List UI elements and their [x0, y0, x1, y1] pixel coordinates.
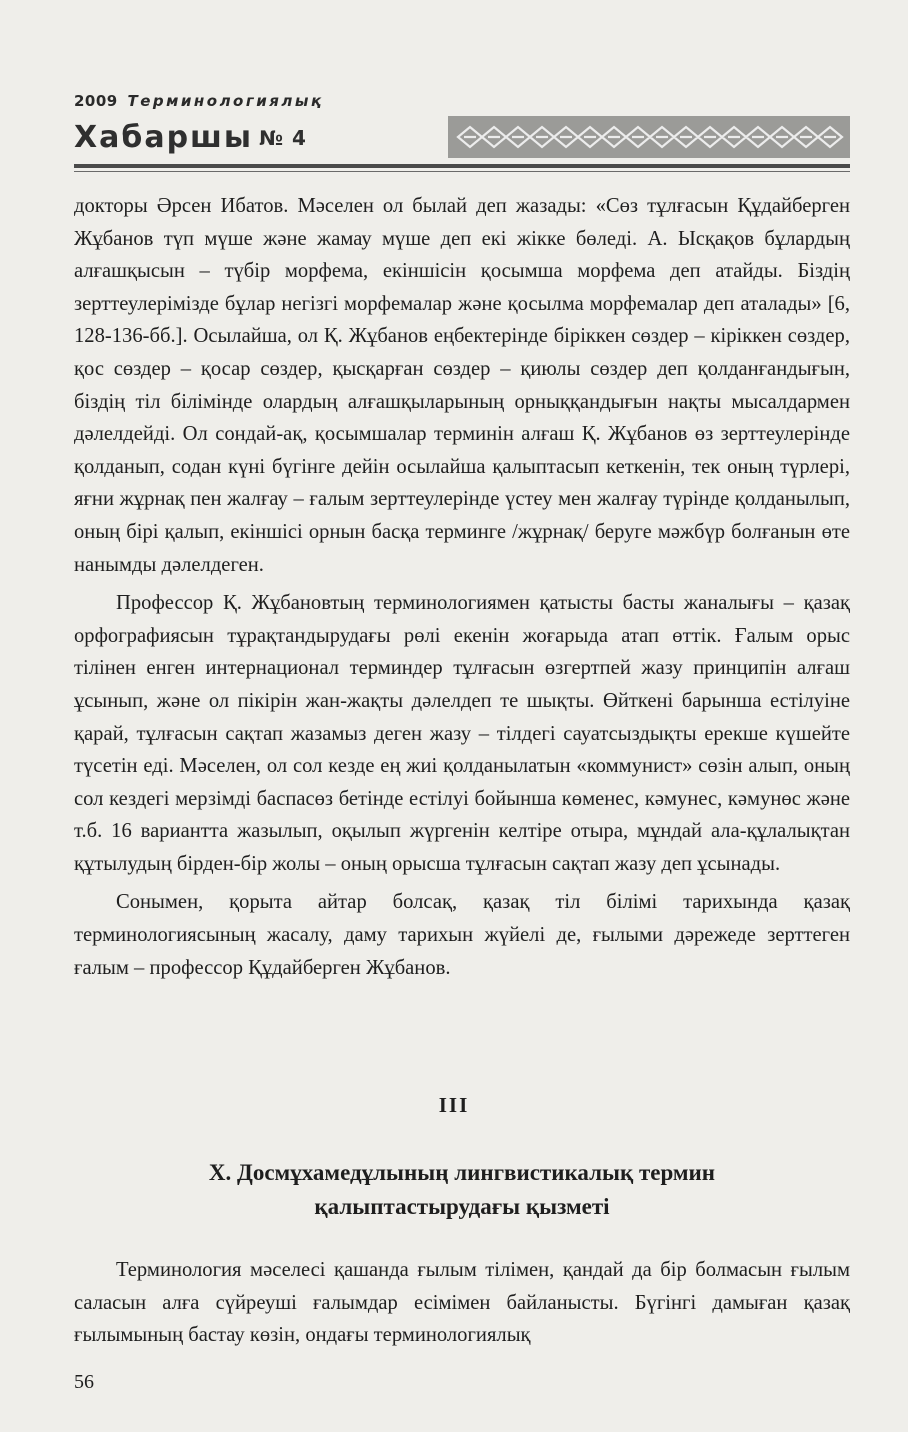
header-title	[74, 116, 307, 160]
header-top-line	[74, 92, 850, 110]
header-magazine-name: Терминологиялық	[127, 92, 324, 110]
ornament-pattern-icon	[448, 116, 850, 158]
paragraph-1: докторы Әрсен Ибатов. Мәселен ол былай деп жазады: «Сөз тұлғасын Құдайберген Жұбанов түп мүше және жамау мүше деп екі жікке бөледі. А. Ысқақов бұлардың алғашқысын – түбір морфема, екіншісін қосымша морфема деп атайды. Біздің зерттеулерімізде бұлар негізгі морфемалар және қосылма морфемалар деп аталады» [6, 128-136-бб.]. Осылайша, ол Қ. Жұбанов еңбектерінде біріккен сөздер – кіріккен сөздер, қос сөздер – қосар сөздер, қысқарған сөздер – қиюлы сөздер деп қолданғандығын, біздің тіл білімінде олардың алғашқыларының орныққандығын нақты мысалдармен дәлелдейді. Ол сондай-ақ, қосымшалар терминін алғаш Қ. Жұбанов өз зерттеулерінде қолданып, содан күні бүгінге дейін осылайша қалыптасып кеткенін, тек оның түрлері, яғни жұрнақ пен жалғау – ғалым зерттеулерінде үстеу мен жалғау түрінде қолданылып, оның бірі қалып, екіншісі орнын басқа терминге /жұрнақ/ беруге мәжбүр болғанын өте нанымды дәлелдеген.	[74, 195, 850, 576]
section-heading	[74, 1156, 850, 1224]
header-issue-number: № 4	[259, 126, 307, 150]
section-heading-line-2: қалыптастырудағы қызметі	[314, 1194, 610, 1219]
header-rule-thin	[74, 171, 850, 172]
paragraph-2: Профессор Қ. Жұбановтың терминологиямен қатысты басты жаналығы – қазақ орфографиясын тұрақтандырудағы рөлі екенін жоғарыда атап өттік. Ғалым орыс тілінен енген интернационал терминдер тұлғасын өзгертпей жазу принципін алғаш ұсынып, және ол пікірін жан-жақты дәлелдеп те шықты. Өйткені барынша естілуіне қарай, тұлғасын сақтап жазамыз деген жазу – тілдегі сауатсыздықты ерекше күшейте түсетін еді. Мәселен, ол сол кезде ең жиі қолданылатын «коммунист» сөзін алып, оның сол кездегі мерзімді баспасөз бетінде естілуі бойынша көменес, кәмунес, кәмунөс және т.б. 16 вариантта жазылып, оқылып жүргенін келтіре отыра, мұндай ала-құлалықтан құтылудың бірден-бір жолы – оның орысша тұлғасын сақтап жазу деп ұсынады.	[74, 592, 850, 875]
paragraph-3: Сонымен, қорыта айтар болсақ, қазақ тіл білімі тарихында қазақ терминологиясының жасалу, даму тарихын жүйелі де, ғылыми дәрежеде зерттеген ғалым – профессор Құдайберген Жұбанов.	[74, 891, 850, 979]
header-band	[74, 116, 850, 160]
journal-header	[74, 92, 850, 160]
header-title-text: Хабаршы	[74, 120, 254, 155]
section-heading-line-1: Х. Досмұхамедұлының лингвистикалық термин	[208, 1160, 716, 1185]
body-text-continued	[74, 1254, 850, 1352]
paragraph-4: Терминология мәселесі қашанда ғылым тілімен, қандай да бір болмасын ғылым саласын алға сүйреуші ғалымдар есімімен байланысты. Бүгінгі дамыған қазақ ғылымының бастау көзін, ондағы терминологиялық	[74, 1259, 850, 1347]
body-text	[74, 190, 850, 984]
ornament-band-icon	[448, 116, 850, 158]
header-year: 2009	[74, 92, 118, 110]
header-rule-thick	[74, 164, 850, 168]
section-mark: III	[438, 1093, 470, 1117]
page-number: 56	[74, 1371, 94, 1393]
